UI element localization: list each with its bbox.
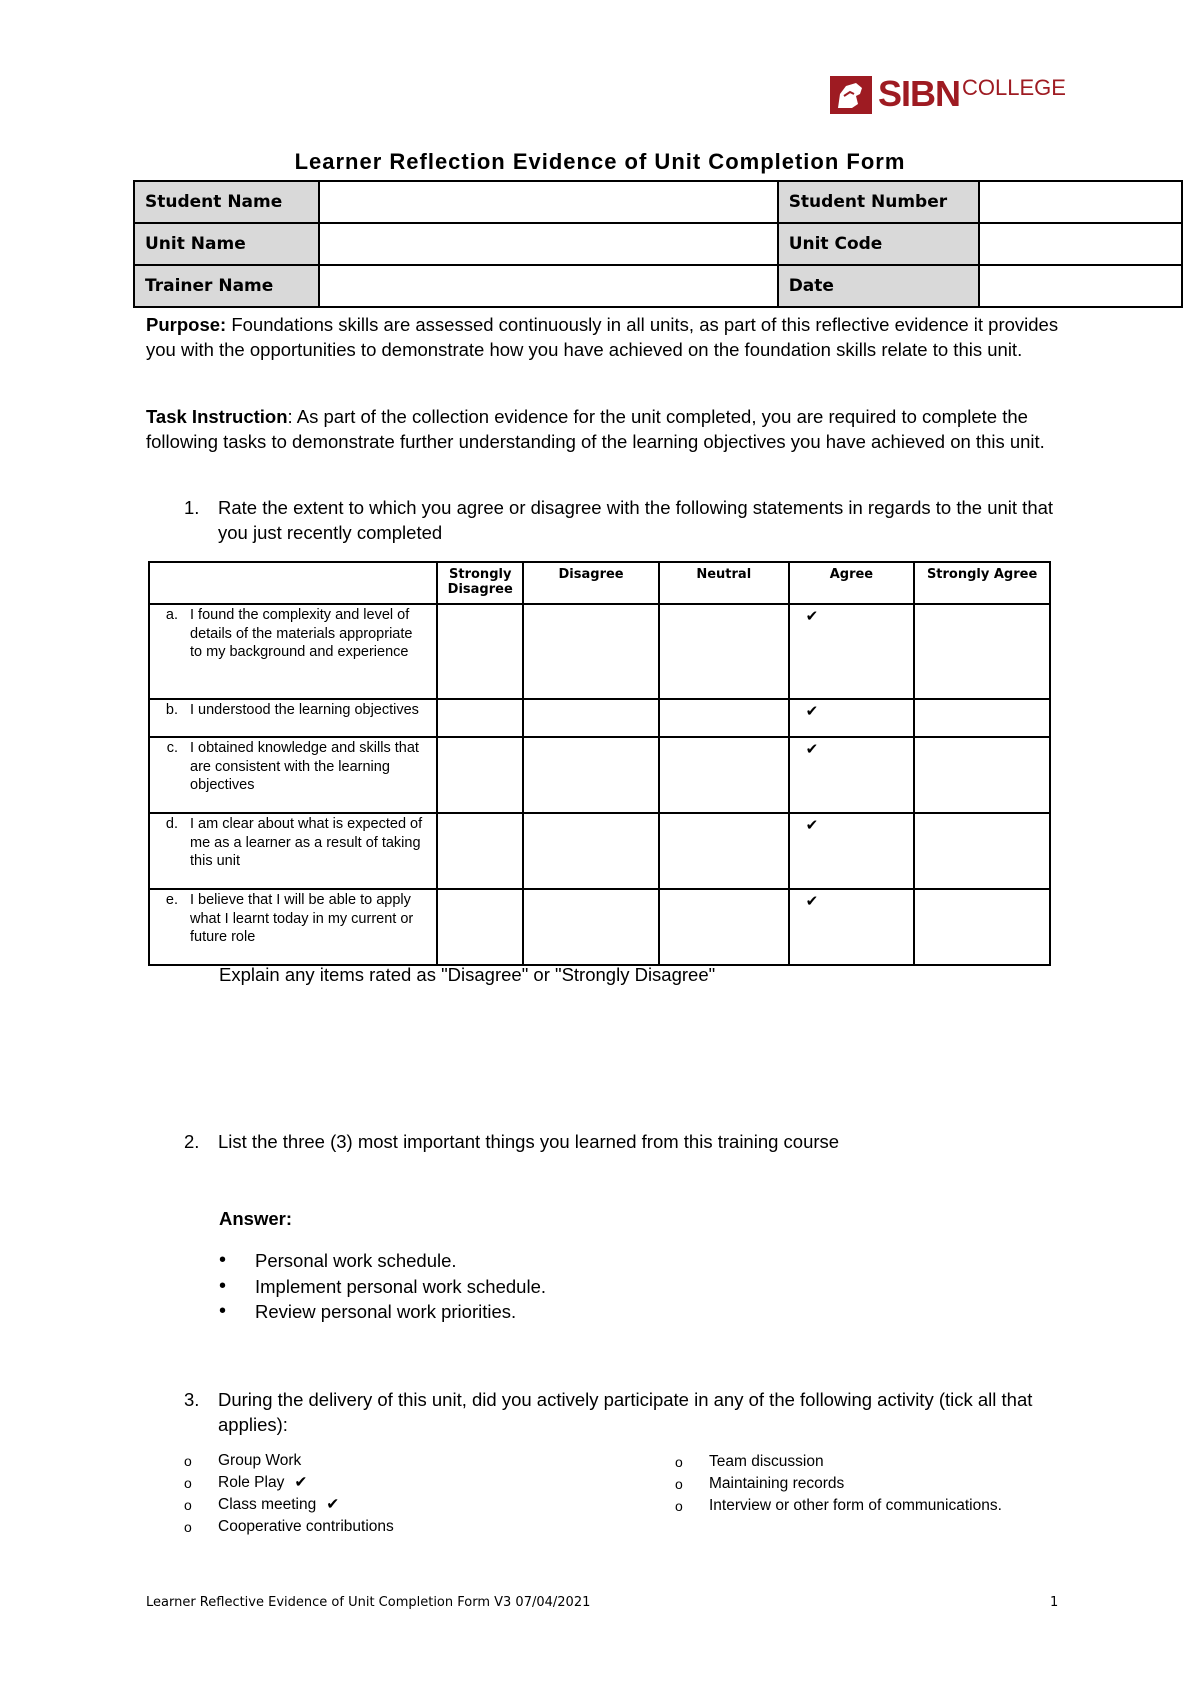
checkmark-icon: ✔ xyxy=(805,892,819,910)
question-1-text: Rate the extent to which you agree or disagree with the following statements in regards to the unit that you just recently completed xyxy=(218,497,1054,543)
rating-table xyxy=(148,561,1051,966)
list-item: • Implement personal work schedule. xyxy=(219,1274,546,1300)
question-1-number: 1. xyxy=(184,497,200,518)
answer-list xyxy=(219,1248,546,1325)
table-row xyxy=(149,737,1050,813)
rating-cell-strongly-disagree[interactable] xyxy=(437,737,523,813)
activity-label: Cooperative contributions xyxy=(218,1518,394,1535)
question-3-text: During the delivery of this unit, did you actively participate in any of the following activity (tick all that applies): xyxy=(218,1389,1033,1435)
list-item: • Personal work schedule. xyxy=(219,1248,546,1274)
list-item: • Review personal work priorities. xyxy=(219,1299,546,1325)
purpose-paragraph xyxy=(146,312,1076,362)
checkmark-icon: ✔ xyxy=(805,702,819,720)
statement-column-header xyxy=(149,562,437,604)
rating-cell-neutral[interactable] xyxy=(659,699,789,737)
header-neutral: Neutral xyxy=(659,562,789,604)
answer-label: Answer: xyxy=(219,1208,292,1229)
rating-cell-neutral[interactable] xyxy=(659,813,789,889)
college-logo xyxy=(830,72,1066,116)
statement-text: I obtained knowledge and skills that are consistent with the learning objectives xyxy=(190,740,419,793)
rating-cell-strongly-disagree[interactable] xyxy=(437,813,523,889)
table-row xyxy=(149,699,1050,737)
question-3-number: 3. xyxy=(184,1389,200,1410)
task-instruction-paragraph xyxy=(146,404,1076,454)
checkmark-icon: ✔ xyxy=(326,1496,340,1513)
header-strongly-agree: Strongly Agree xyxy=(914,562,1050,604)
activity-label: Interview or other form of communications. xyxy=(709,1497,1002,1514)
rating-cell-agree[interactable] xyxy=(789,699,915,737)
table-row xyxy=(149,889,1050,965)
student-number-label: Student Number xyxy=(778,181,980,223)
rating-cell-strongly-agree[interactable] xyxy=(914,889,1050,965)
activity-label: Group Work xyxy=(218,1452,302,1469)
statement-text: I found the complexity and level of details of the materials appropriate to my background and experience xyxy=(190,607,413,660)
statement-cell xyxy=(149,699,437,737)
date-field[interactable] xyxy=(979,265,1182,307)
trainer-name-label: Trainer Name xyxy=(134,265,319,307)
question-3 xyxy=(184,1387,1074,1437)
statement-letter: e. xyxy=(165,892,178,908)
activity-item[interactable] xyxy=(675,1495,1012,1517)
unit-name-field[interactable] xyxy=(319,223,778,265)
rating-cell-disagree[interactable] xyxy=(523,604,659,699)
unit-code-label: Unit Code xyxy=(778,223,980,265)
rating-cell-disagree[interactable] xyxy=(523,813,659,889)
footer-text: Learner Reflective Evidence of Unit Completion Form V3 07/04/2021 xyxy=(146,1595,591,1610)
statement-letter: c. xyxy=(166,740,178,756)
statement-letter: a. xyxy=(165,607,178,623)
rating-cell-strongly-disagree[interactable] xyxy=(437,889,523,965)
rating-cell-neutral[interactable] xyxy=(659,737,789,813)
unit-code-field[interactable] xyxy=(979,223,1182,265)
question-2-text: List the three (3) most important things you learned from this training course xyxy=(218,1131,840,1152)
purpose-label: Purpose: xyxy=(146,314,227,335)
logo-college-text: COLLEGE xyxy=(962,75,1066,100)
student-name-label: Student Name xyxy=(134,181,319,223)
table-row xyxy=(149,604,1050,699)
activity-item[interactable] xyxy=(184,1450,404,1472)
header-strongly-disagree: Strongly Disagree xyxy=(437,562,523,604)
rating-cell-disagree[interactable] xyxy=(523,699,659,737)
statement-cell xyxy=(149,737,437,813)
activity-list-right xyxy=(675,1451,1012,1517)
activity-label: Team discussion xyxy=(709,1453,824,1470)
activity-label: Class meeting xyxy=(218,1496,317,1513)
activity-item[interactable] xyxy=(675,1451,1012,1473)
rating-cell-strongly-agree[interactable] xyxy=(914,737,1050,813)
checkmark-icon: ✔ xyxy=(805,740,819,758)
rating-cell-agree[interactable] xyxy=(789,604,915,699)
form-title: Learner Reflection Evidence of Unit Completion Form xyxy=(294,149,906,174)
header-disagree: Disagree xyxy=(523,562,659,604)
activity-list-left xyxy=(184,1450,404,1538)
logo-brand-text: SIBN xyxy=(878,73,961,114)
unit-name-label: Unit Name xyxy=(134,223,319,265)
statement-cell xyxy=(149,889,437,965)
statement-text: I am clear about what is expected of me as a learner as a result of taking this unit xyxy=(190,816,423,869)
question-2-number: 2. xyxy=(184,1131,200,1152)
rating-cell-strongly-disagree[interactable] xyxy=(437,604,523,699)
rating-cell-disagree[interactable] xyxy=(523,889,659,965)
rating-cell-agree[interactable] xyxy=(789,737,915,813)
question-2 xyxy=(184,1129,1074,1154)
purpose-text: Foundations skills are assessed continuously in all units, as part of this reflective evidence it provides you with the opportunities to demonstrate how you have achieved on the foundation skills relate to this unit. xyxy=(146,314,1059,360)
table-row xyxy=(149,813,1050,889)
checkmark-icon: ✔ xyxy=(805,607,819,625)
page-number: 1 xyxy=(1050,1595,1059,1610)
task-instruction-label: Task Instruction xyxy=(146,406,288,427)
statement-letter: b. xyxy=(165,702,178,718)
explain-prompt: Explain any items rated as "Disagree" or "Strongly Disagree" xyxy=(219,964,716,985)
activity-label: Role Play xyxy=(218,1474,285,1491)
rating-cell-disagree[interactable] xyxy=(523,737,659,813)
statement-letter: d. xyxy=(165,816,178,832)
student-name-field[interactable] xyxy=(319,181,778,223)
task-instruction-text: : As part of the collection evidence for the unit completed, you are required to complete the following tasks to demonstrate further understanding of the learning objectives you have achieved on this unit. xyxy=(146,406,1045,452)
rating-cell-strongly-disagree[interactable] xyxy=(437,699,523,737)
activity-label: Maintaining records xyxy=(709,1475,845,1492)
activity-item[interactable] xyxy=(184,1494,404,1516)
activity-item[interactable] xyxy=(675,1473,1012,1495)
trainer-name-field[interactable] xyxy=(319,265,778,307)
rating-cell-strongly-agree[interactable] xyxy=(914,699,1050,737)
statement-cell xyxy=(149,813,437,889)
date-label: Date xyxy=(778,265,980,307)
rating-cell-neutral[interactable] xyxy=(659,604,789,699)
rating-cell-agree[interactable] xyxy=(789,813,915,889)
activity-item[interactable] xyxy=(184,1516,404,1538)
rating-cell-neutral[interactable] xyxy=(659,889,789,965)
rating-cell-strongly-agree[interactable] xyxy=(914,604,1050,699)
statement-text: I understood the learning objectives xyxy=(190,702,419,718)
statement-cell xyxy=(149,604,437,699)
student-info-table xyxy=(133,180,1183,308)
rating-cell-agree[interactable] xyxy=(789,889,915,965)
activity-item[interactable] xyxy=(184,1472,404,1494)
checkmark-icon: ✔ xyxy=(805,816,819,834)
lion-emblem-icon xyxy=(830,74,872,114)
question-1 xyxy=(184,495,1074,545)
rating-cell-strongly-agree[interactable] xyxy=(914,813,1050,889)
student-number-field[interactable] xyxy=(979,181,1182,223)
checkmark-icon: ✔ xyxy=(294,1474,308,1491)
header-agree: Agree xyxy=(789,562,915,604)
statement-text: I believe that I will be able to apply what I learnt today in my current or future role xyxy=(190,892,414,945)
